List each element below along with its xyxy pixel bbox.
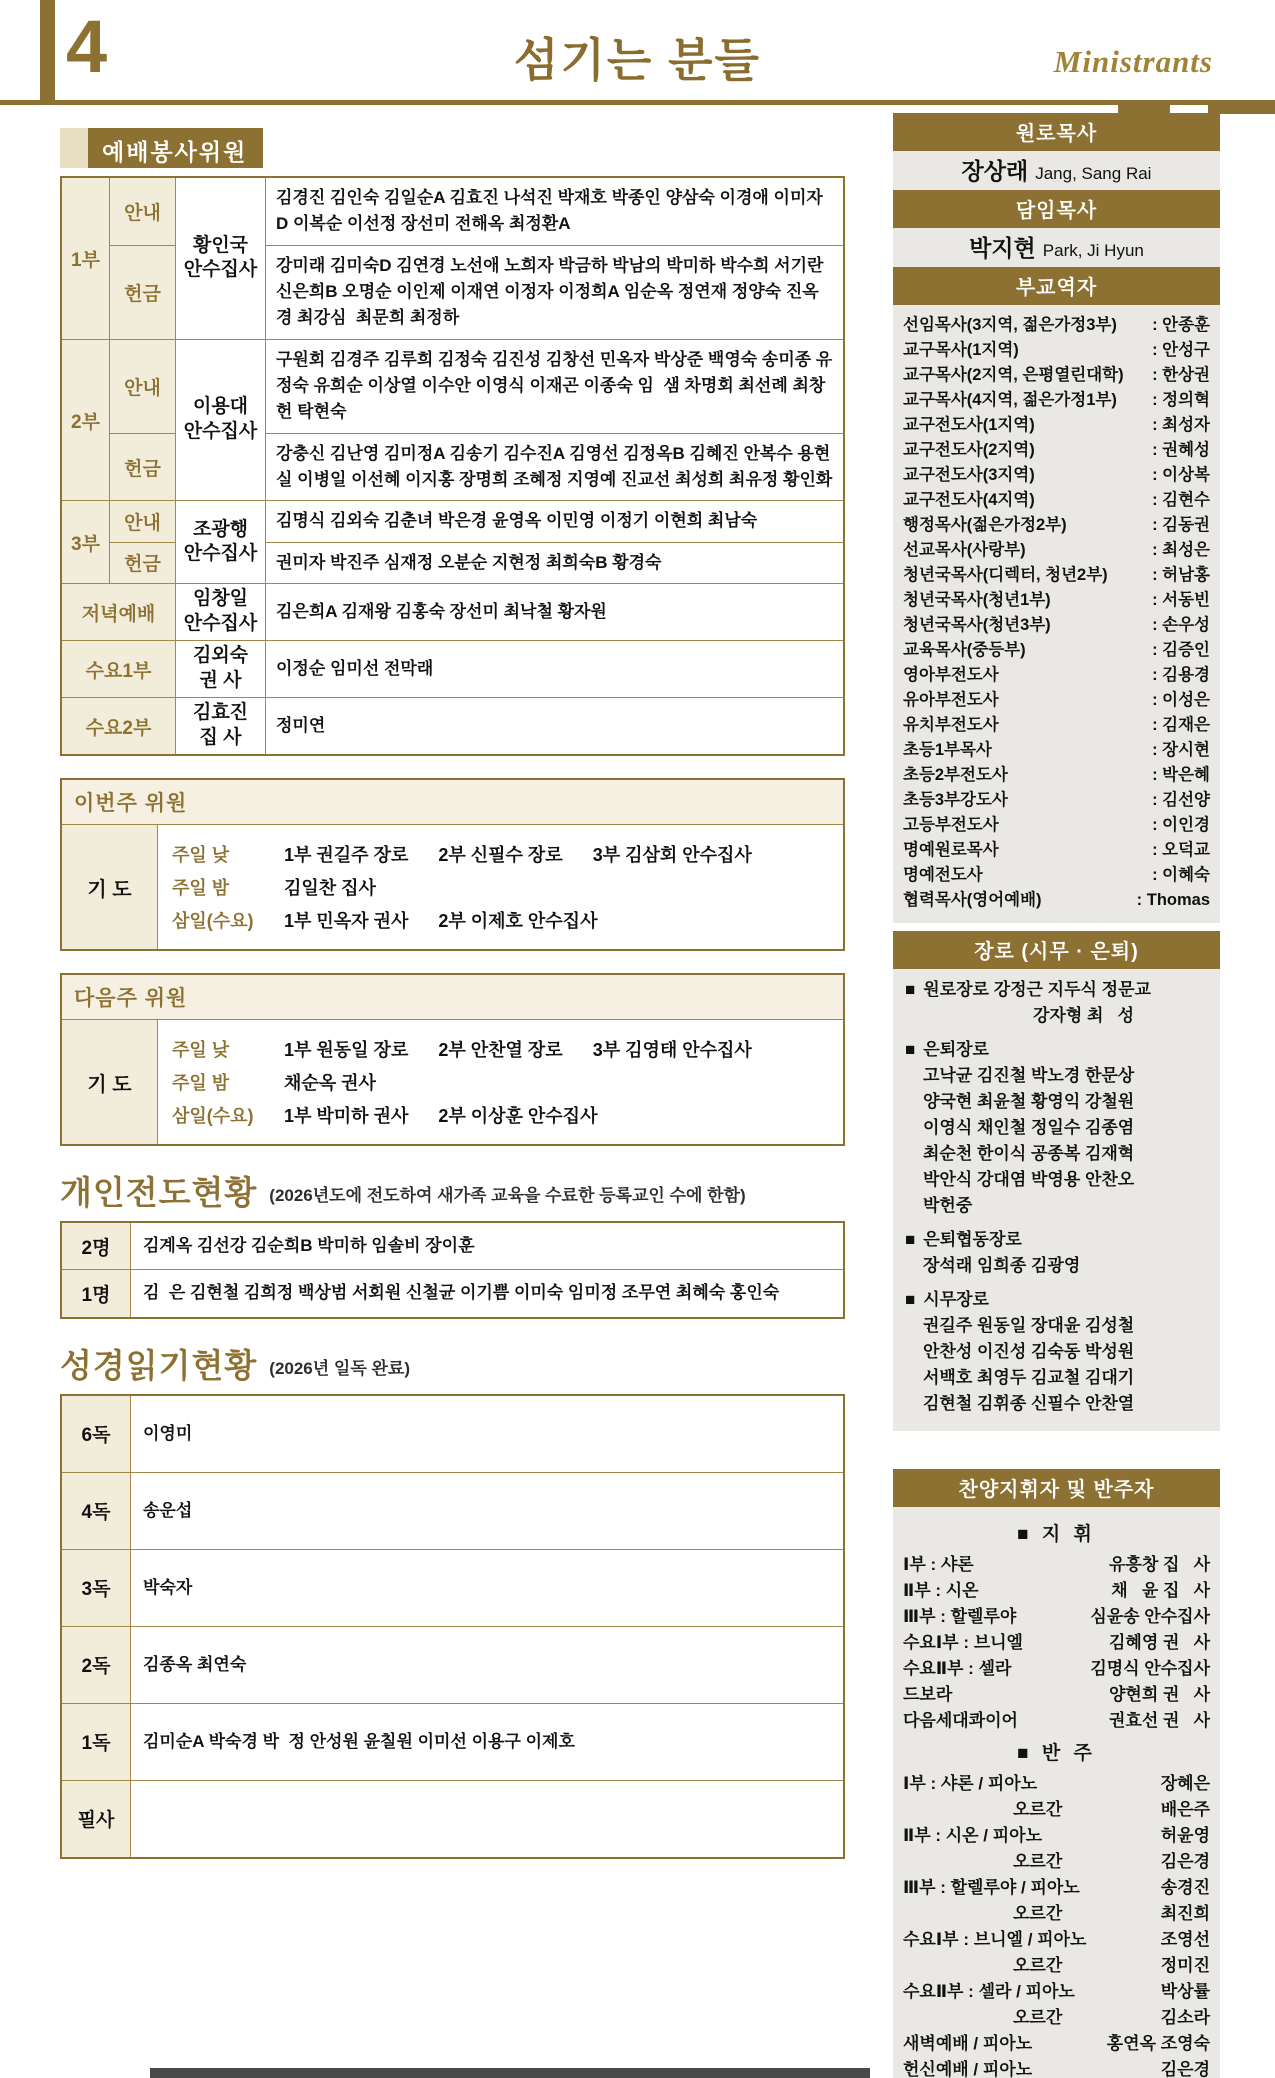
senior-pastor-header: 담임목사 — [893, 190, 1220, 228]
conductor-choir-label: 드보라 — [903, 1685, 953, 1704]
senior-pastor-name: 박지현 — [969, 235, 1036, 261]
duty-label-guide: 안내 — [110, 177, 176, 245]
part-label: 1부 — [61, 177, 110, 339]
leader-name: 김외숙 — [192, 645, 249, 667]
accompanist-name: 김은경 — [1160, 1852, 1210, 1871]
part-label: 수요2부 — [61, 698, 176, 756]
associate-pastor-role: 고등부전도사 — [903, 816, 999, 834]
part-label: 수요1부 — [61, 641, 176, 698]
next-week-box — [60, 973, 845, 1146]
accompanist-row — [903, 1927, 1210, 1953]
accompanist-instrument-label: Ⅲ부 : 할렐루야 / 피아노 — [903, 1878, 1080, 1897]
member-names: 이정순 임미선 전막래 — [266, 641, 845, 698]
accompanist-instrument-label: 오르간 — [1013, 1956, 1063, 1975]
associate-pastor-row — [903, 563, 1210, 588]
elder-names-line: 박안식 강대염 박영용 안찬오 — [923, 1170, 1135, 1189]
elder-group-name: 시무장로 — [923, 1290, 989, 1309]
evangelism-note: (2026년도에 전도하여 새가족 교육을 수료한 등록교인 수에 한함) — [269, 1186, 746, 1206]
associate-pastor-row — [903, 463, 1210, 488]
accompanist-name: 배은주 — [1160, 1800, 1210, 1819]
associate-pastors-header: 부교역자 — [893, 267, 1220, 305]
leader-name: 김효진 — [192, 702, 249, 724]
worship-single-row — [61, 641, 844, 698]
associate-pastor-row — [903, 763, 1210, 788]
leader-cell — [176, 641, 266, 698]
accompanist-name: 최진희 — [1160, 1904, 1210, 1923]
associate-pastor-row — [903, 388, 1210, 413]
count-label: 2명 — [61, 1222, 131, 1270]
accompanist-row — [903, 1797, 1210, 1823]
associate-pastor-role: 선교목사(사랑부) — [903, 541, 1026, 559]
right-column — [893, 113, 1220, 2078]
accompanist-row — [903, 1953, 1210, 1979]
page-title: 섬기는 분들 — [514, 34, 761, 86]
elder-group-title — [905, 1287, 1208, 1313]
elder-group — [905, 1287, 1208, 1417]
associate-pastor-role: 유아부전도사 — [903, 691, 999, 709]
associate-pastor-role: 교구전도사(3지역) — [903, 466, 1035, 484]
associate-pastor-name: : 손우성 — [1152, 616, 1210, 634]
accompanist-row — [903, 2005, 1210, 2031]
associate-pastor-role: 교구목사(2지역, 은평열린대학) — [903, 366, 1124, 384]
table-row — [61, 1270, 844, 1318]
leader-title: 권 사 — [199, 670, 242, 692]
associate-pastor-name: : 정의혁 — [1152, 391, 1210, 409]
associate-pastor-role: 교육목사(중등부) — [903, 641, 1026, 659]
prayer-line — [172, 841, 829, 867]
header-rule-block — [1118, 100, 1170, 114]
part-label: 2부 — [61, 339, 110, 501]
emeritus-pastor-name-en: Jang, Sang Rai — [1035, 164, 1152, 183]
associate-pastor-row — [903, 813, 1210, 838]
table-row — [61, 1395, 844, 1473]
conductor-row — [903, 1630, 1210, 1656]
accompanist-row — [903, 1901, 1210, 1927]
duty-label-offering: 헌금 — [110, 542, 176, 583]
associate-pastor-name: : 이인경 — [1152, 816, 1210, 834]
accompanist-instrument-label: 새벽예배 / 피아노 — [903, 2034, 1033, 2053]
associate-pastor-role: 명예전도사 — [903, 866, 983, 884]
this-week-body — [62, 825, 843, 949]
elder-group-name: 원로장로 강정근 지두식 정문교 — [923, 980, 1151, 999]
associate-pastor-row — [903, 888, 1210, 913]
duty-label-offering: 헌금 — [110, 433, 176, 501]
associate-pastor-name: : Thomas — [1136, 891, 1210, 909]
elder-names-line: 서백호 최영두 김교철 김대기 — [923, 1368, 1135, 1387]
accompanist-name: 장혜은 — [1160, 1774, 1210, 1793]
prayer-line-value: 1부 박미하 권사 2부 이상훈 안수집사 — [284, 1106, 598, 1127]
elder-names-line: 김현철 김휘종 신필수 안찬열 — [923, 1394, 1135, 1413]
associate-pastor-row — [903, 663, 1210, 688]
leader-name: 조광행 — [192, 518, 249, 540]
part-label: 3부 — [61, 501, 110, 584]
count-label: 1독 — [61, 1703, 131, 1780]
associate-pastor-role: 청년국목사(청년3부) — [903, 616, 1051, 634]
prayer-line-value: 1부 민옥자 권사 2부 이제호 안수집사 — [284, 911, 598, 932]
bible-reading-names: 김미순A 박숙경 박 정 안성원 윤칠원 이미선 이용구 이제호 — [131, 1703, 845, 1780]
associate-pastor-row — [903, 688, 1210, 713]
conductor-row — [903, 1578, 1210, 1604]
elder-names-line: 권길주 원동일 장대윤 김성철 — [923, 1316, 1135, 1335]
bible-reading-names — [131, 1780, 845, 1858]
accompanist-name: 홍연옥 조영숙 — [1106, 2034, 1210, 2053]
associate-pastor-row — [903, 613, 1210, 638]
associate-pastor-name: : 김증인 — [1152, 641, 1210, 659]
emeritus-pastor-row — [893, 151, 1220, 190]
part-label: 저녁예배 — [61, 584, 176, 641]
senior-pastor-name-en: Park, Ji Hyun — [1042, 241, 1144, 260]
elder-names-line: 고낙균 김진철 박노경 한문상 — [923, 1066, 1135, 1085]
accompanist-instrument-label: Ⅱ부 : 시온 / 피아노 — [903, 1826, 1043, 1845]
associate-pastor-name: : 김용경 — [1152, 666, 1210, 684]
accompanist-name: 김은경 — [1160, 2060, 1210, 2078]
prayer-line-value: 채순옥 권사 — [284, 1073, 376, 1094]
duty-label-offering: 헌금 — [110, 245, 176, 339]
section-header-notch — [60, 128, 88, 168]
page-bottom-strip — [150, 2068, 870, 2078]
prayer-line-label: 주일 밤 — [172, 1073, 230, 1094]
elders-header: 장로 (시무 · 은퇴) — [893, 931, 1220, 969]
leader-name: 임창일 — [192, 588, 249, 610]
conductors-subheader: ■ 지 휘 — [1017, 1524, 1096, 1545]
associate-pastor-role: 청년국목사(디렉터, 청년2부) — [903, 566, 1108, 584]
associate-pastor-name: : 이상복 — [1152, 466, 1210, 484]
leader-cell — [176, 698, 266, 756]
conductor-choir-label: 수요Ⅰ부 : 브니엘 — [903, 1633, 1023, 1652]
accompanist-instrument-label: 헌신예배 / 피아노 — [903, 2060, 1033, 2078]
associate-pastor-role: 청년국목사(청년1부) — [903, 591, 1051, 609]
associate-pastor-name: : 이혜숙 — [1152, 866, 1210, 884]
associate-pastor-role: 초등2부전도사 — [903, 766, 1008, 784]
associate-pastor-name: : 김재은 — [1152, 716, 1210, 734]
associate-pastor-row — [903, 588, 1210, 613]
evangelism-names: 김계옥 김선강 김순희B 박미하 임솔비 장이훈 — [131, 1222, 845, 1270]
associate-pastor-name: : 김동권 — [1152, 516, 1210, 534]
leader-title: 안수집사 — [183, 543, 258, 565]
associate-pastor-row — [903, 863, 1210, 888]
associate-pastor-role: 교구전도사(4지역) — [903, 491, 1035, 509]
accompanist-row — [903, 2031, 1210, 2057]
square-bullet-icon: ■ — [905, 1290, 916, 1309]
senior-pastor-row — [893, 228, 1220, 267]
accompanist-name: 정미진 — [1160, 1956, 1210, 1975]
choir-body — [893, 1507, 1220, 2078]
next-week-title: 다음주 위원 — [62, 975, 843, 1020]
associate-pastor-role: 명예원로목사 — [903, 841, 999, 859]
associate-pastor-role: 교구목사(4지역, 젊은가정1부) — [903, 391, 1117, 409]
conductor-choir-label: Ⅲ부 : 할렐루야 — [903, 1607, 1017, 1626]
evangelism-table — [60, 1221, 845, 1319]
left-column — [60, 112, 845, 1859]
elder-group-name: 은퇴협동장로 — [923, 1230, 1022, 1249]
conductor-row — [903, 1604, 1210, 1630]
associate-pastor-row — [903, 638, 1210, 663]
worship-committee-table — [60, 176, 845, 756]
accompanist-row — [903, 1823, 1210, 1849]
guide-member-names: 김명식 김외숙 김춘녀 박은경 윤영옥 이민영 이정기 이현희 최남숙 — [266, 501, 845, 542]
associate-pastor-role: 유치부전도사 — [903, 716, 999, 734]
associate-pastor-row — [903, 538, 1210, 563]
associate-pastor-row — [903, 738, 1210, 763]
accompanist-row — [903, 1771, 1210, 1797]
elders-body — [893, 969, 1220, 1431]
leader-title: 안수집사 — [183, 421, 258, 443]
elder-names-line: 안찬성 이진성 김숙동 박성원 — [923, 1342, 1135, 1361]
bible-reading-title: 성경읽기현황 — [60, 1346, 258, 1384]
elder-group-title — [905, 1037, 1208, 1063]
accompanist-name: 송경진 — [1160, 1878, 1210, 1897]
header-rule-block — [1208, 100, 1275, 114]
leader-title: 집 사 — [199, 727, 242, 749]
leader-cell — [176, 501, 266, 584]
associate-pastor-role: 초등1부목사 — [903, 741, 992, 759]
count-label: 1명 — [61, 1270, 131, 1318]
accompanist-row — [903, 1849, 1210, 1875]
accompanist-row — [903, 1979, 1210, 2005]
worship-part-row — [61, 501, 844, 542]
elder-names-line: 양국현 최윤철 황영익 강철원 — [923, 1092, 1135, 1111]
conductor-name: 양현희 권 사 — [1108, 1685, 1210, 1704]
leader-cell — [176, 339, 266, 501]
accompanist-instrument-label: 오르간 — [1013, 1904, 1063, 1923]
associate-pastor-name: : 최성자 — [1152, 416, 1210, 434]
accompanists-subheader: ■ 반 주 — [1017, 1743, 1096, 1764]
worship-part-row — [61, 339, 844, 433]
associate-pastors-list — [893, 305, 1220, 923]
evangelism-heading — [60, 1174, 845, 1212]
conductor-name: 유흥창 집 사 — [1108, 1555, 1210, 1574]
elder-names-line: 박헌중 — [923, 1196, 973, 1215]
header-rule — [0, 100, 1275, 105]
emeritus-pastor-header: 원로목사 — [893, 113, 1220, 151]
accompanist-instrument-label: 오르간 — [1013, 2008, 1063, 2027]
table-row — [61, 1626, 844, 1703]
member-names: 김은희A 김재왕 김홍숙 장선미 최낙철 황자원 — [266, 584, 845, 641]
associate-pastor-row — [903, 788, 1210, 813]
worship-section-header — [60, 128, 845, 168]
evangelism-names: 김 은 김현철 김희정 백상범 서회원 신철균 이기쁨 이미숙 임미정 조무연 최혜숙 홍인숙 — [131, 1270, 845, 1318]
elder-names-line: 장석래 임희종 김광영 — [923, 1256, 1081, 1275]
elder-group — [905, 977, 1208, 1029]
accompanist-instrument-label: 오르간 — [1013, 1852, 1063, 1871]
bible-reading-heading — [60, 1346, 845, 1384]
prayer-line-label: 주일 낮 — [172, 845, 230, 866]
associate-pastor-role: 교구전도사(1지역) — [903, 416, 1035, 434]
prayer-line — [172, 1102, 829, 1128]
square-bullet-icon: ■ — [905, 1230, 916, 1249]
bible-reading-note: (2026년 일독 완료) — [269, 1358, 410, 1378]
prayer-line-label: 주일 밤 — [172, 878, 230, 899]
accompanist-instrument-label: 오르간 — [1013, 1800, 1063, 1819]
conductor-row — [903, 1552, 1210, 1578]
accompanist-instrument-label: 수요Ⅱ부 : 셀라 / 피아노 — [903, 1982, 1075, 2001]
associate-pastor-role: 영아부전도사 — [903, 666, 999, 684]
count-label: 2독 — [61, 1626, 131, 1703]
accompanist-row — [903, 2057, 1210, 2078]
elder-group — [905, 1227, 1208, 1279]
associate-pastor-role: 행정목사(젊은가정2부) — [903, 516, 1067, 534]
prayer-line-value: 김일찬 집사 — [284, 878, 376, 899]
square-bullet-icon: ■ — [905, 1040, 916, 1059]
associate-pastor-role: 협력목사(영어예배) — [903, 891, 1042, 909]
associate-pastor-name: : 안종훈 — [1152, 316, 1210, 334]
page-subtitle-english: Ministrants — [1053, 44, 1213, 79]
accompanist-name: 조영선 — [1160, 1930, 1210, 1949]
worship-single-row — [61, 698, 844, 756]
worship-section-title: 예배봉사위원 — [88, 128, 263, 168]
count-label: 3독 — [61, 1549, 131, 1626]
table-row — [61, 1472, 844, 1549]
bible-reading-names: 박숙자 — [131, 1549, 845, 1626]
prayer-row-label: 기 도 — [62, 1020, 158, 1144]
prayer-line-value: 1부 권길주 장로 2부 신필수 장로 3부 김삼회 안수집사 — [284, 845, 752, 866]
page-number: 4 — [66, 5, 108, 88]
accompanist-name: 김소라 — [1160, 2008, 1210, 2027]
conductor-name: 권효선 권 사 — [1108, 1711, 1210, 1730]
associate-pastor-row — [903, 713, 1210, 738]
associate-pastor-role: 교구목사(1지역) — [903, 341, 1019, 359]
associate-pastor-role: 선임목사(3지역, 젊은가정3부) — [903, 316, 1117, 334]
leader-name: 이용대 — [192, 396, 249, 418]
this-week-title: 이번주 위원 — [62, 780, 843, 825]
associate-pastor-role: 교구전도사(2지역) — [903, 441, 1035, 459]
associate-pastor-name: : 허남홍 — [1152, 566, 1210, 584]
conductor-row — [903, 1682, 1210, 1708]
associate-pastor-row — [903, 338, 1210, 363]
associate-pastor-row — [903, 513, 1210, 538]
associate-pastor-row — [903, 363, 1210, 388]
conductor-row — [903, 1656, 1210, 1682]
conductor-choir-label: Ⅰ부 : 샤론 — [903, 1555, 974, 1574]
associate-pastor-name: : 오덕교 — [1152, 841, 1210, 859]
prayer-line — [172, 1069, 829, 1095]
prayer-line — [172, 874, 829, 900]
count-label: 필사 — [61, 1780, 131, 1858]
elder-names-line: 이영식 채인철 정일수 김종염 — [923, 1118, 1135, 1137]
member-names: 정미연 — [266, 698, 845, 756]
this-week-box — [60, 778, 845, 951]
conductor-row — [903, 1708, 1210, 1734]
prayer-line-label: 삼일(수요) — [172, 911, 254, 932]
bible-reading-names: 이영미 — [131, 1395, 845, 1473]
prayer-line — [172, 1036, 829, 1062]
table-row — [61, 1222, 844, 1270]
associate-pastor-name: : 권혜성 — [1152, 441, 1210, 459]
offering-member-names: 강충신 김난영 김미정A 김송기 김수진A 김영선 김정옥B 김혜진 안복수 용현실 이병일 이선혜 이지홍 장명희 조혜정 지영예 진교선 최성희 최유정 황인화 — [266, 433, 845, 501]
offering-member-names: 강미래 김미숙D 김연경 노선애 노희자 박금하 박남의 박미하 박수희 서기란 신은희B 오명순 이인제 이재연 이정자 이정희A 임순옥 정연재 정양숙 진옥경 최강심 최문희 최정하 — [266, 245, 845, 339]
elder-group-name: 은퇴장로 — [923, 1040, 989, 1059]
accompanist-name: 허윤영 — [1160, 1826, 1210, 1845]
accompanist-instrument-label: Ⅰ부 : 샤론 / 피아노 — [903, 1774, 1038, 1793]
elder-names-line: 강자형 최 성 — [1033, 1006, 1135, 1025]
associate-pastor-row — [903, 488, 1210, 513]
associate-pastor-name: : 최성은 — [1152, 541, 1210, 559]
worship-part-row — [61, 177, 844, 245]
leader-title: 안수집사 — [183, 613, 258, 635]
conductor-choir-label: 수요Ⅱ부 : 셀라 — [903, 1659, 1012, 1678]
prayer-line-label: 삼일(수요) — [172, 1106, 254, 1127]
accompanist-name: 박상률 — [1160, 1982, 1210, 2001]
table-row — [61, 1780, 844, 1858]
elder-group — [905, 1037, 1208, 1219]
associate-pastor-name: : 김현수 — [1152, 491, 1210, 509]
guide-member-names: 구원회 김경주 김루희 김정숙 김진성 김창선 민옥자 박상준 백영숙 송미종 유정숙 유희순 이상열 이수안 이영식 이재곤 이종숙 임 샘 차명회 최선례 최창헌 탁현숙 — [266, 339, 845, 433]
choir-header: 찬양지휘자 및 반주자 — [893, 1469, 1220, 1507]
leader-title: 안수집사 — [183, 259, 258, 281]
offering-member-names: 권미자 박진주 심재정 오분순 지현정 최희숙B 황경숙 — [266, 542, 845, 583]
table-row — [61, 1549, 844, 1626]
table-row — [61, 1703, 844, 1780]
next-week-body — [62, 1020, 843, 1144]
bible-reading-names: 송운섭 — [131, 1472, 845, 1549]
associate-pastor-row — [903, 838, 1210, 863]
elder-group-title — [905, 1227, 1208, 1253]
leader-name: 황인국 — [192, 234, 249, 256]
guide-member-names: 김경진 김인숙 김일순A 김효진 나석진 박재호 박종인 양삼숙 이경애 이미자D 이복순 이선정 장선미 전해옥 최정환A — [266, 177, 845, 245]
prayer-row-label: 기 도 — [62, 825, 158, 949]
duty-label-guide: 안내 — [110, 501, 176, 542]
leader-cell — [176, 177, 266, 339]
associate-pastor-role: 초등3부강도사 — [903, 791, 1008, 809]
count-label: 4독 — [61, 1472, 131, 1549]
associate-pastor-row — [903, 413, 1210, 438]
evangelism-title: 개인전도현황 — [60, 1174, 258, 1212]
elder-names-line: 최순천 한이식 공종복 김재혁 — [923, 1144, 1135, 1163]
conductor-name: 심윤송 안수집사 — [1090, 1607, 1210, 1626]
conductor-choir-label: 다음세대콰이어 — [903, 1711, 1018, 1730]
emeritus-pastor-name: 장상래 — [961, 158, 1029, 184]
prayer-line — [172, 907, 829, 933]
accompanist-row — [903, 1875, 1210, 1901]
count-label: 6독 — [61, 1395, 131, 1473]
associate-pastor-name: : 이성은 — [1152, 691, 1210, 709]
associate-pastor-name: : 박은혜 — [1152, 766, 1210, 784]
leader-cell — [176, 584, 266, 641]
bible-reading-names: 김종옥 최연숙 — [131, 1626, 845, 1703]
conductor-name: 김명식 안수집사 — [1090, 1659, 1210, 1678]
associate-pastor-name: : 서동빈 — [1152, 591, 1210, 609]
associate-pastor-name: : 김선양 — [1152, 791, 1210, 809]
elder-group-title — [905, 977, 1208, 1003]
conductor-name: 김혜영 권 사 — [1108, 1633, 1210, 1652]
prayer-line-label: 주일 낮 — [172, 1040, 230, 1061]
associate-pastor-name: : 장시현 — [1152, 741, 1210, 759]
conductor-choir-label: Ⅱ부 : 시온 — [903, 1581, 979, 1600]
prayer-line-value: 1부 원동일 장로 2부 안찬열 장로 3부 김영태 안수집사 — [284, 1040, 752, 1061]
associate-pastor-name: : 안성구 — [1152, 341, 1210, 359]
associate-pastor-name: : 한상권 — [1152, 366, 1210, 384]
accompanist-instrument-label: 수요Ⅰ부 : 브니엘 / 피아노 — [903, 1930, 1087, 1949]
associate-pastor-row — [903, 438, 1210, 463]
duty-label-guide: 안내 — [110, 339, 176, 433]
bible-reading-table — [60, 1394, 845, 1859]
associate-pastor-row — [903, 313, 1210, 338]
square-bullet-icon: ■ — [905, 980, 916, 999]
conductor-name: 채 윤 집 사 — [1111, 1581, 1210, 1600]
worship-single-row — [61, 584, 844, 641]
